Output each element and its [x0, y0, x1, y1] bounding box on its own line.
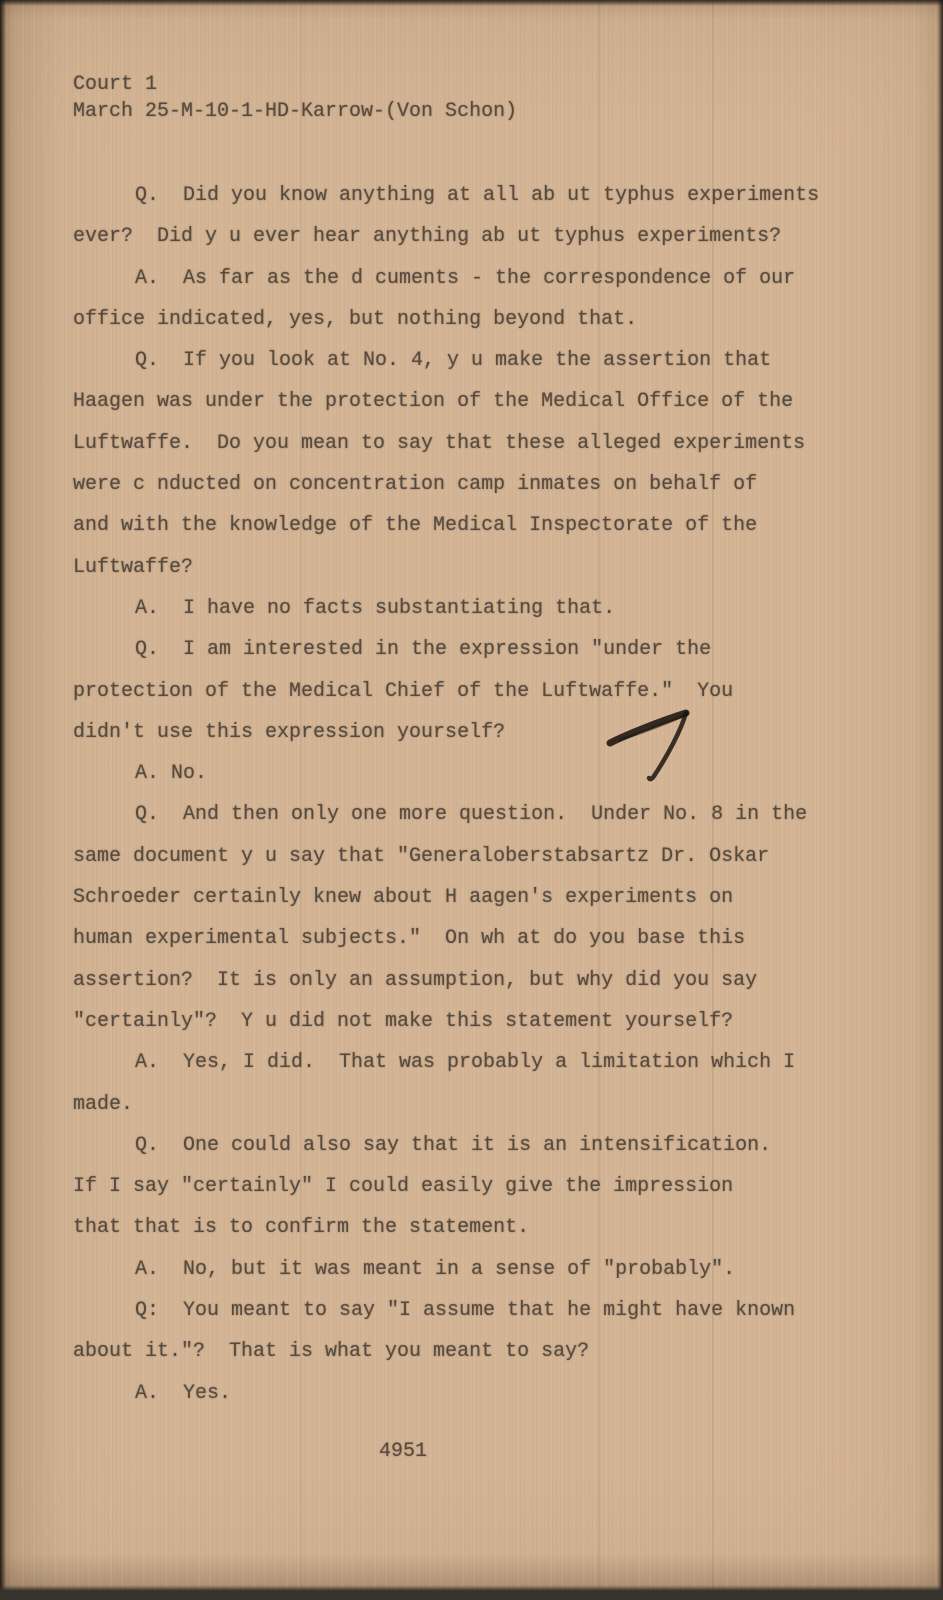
handwritten-annotation-7-icon [596, 697, 706, 787]
transcript-line: protection of the Medical Chief of the Luftwaffe." You [73, 679, 734, 703]
transcript-line: were c nducted on concentration camp inmates on behalf of [73, 473, 758, 497]
transcript-line: ever? Did y u ever hear anything ab ut typhus experiments? [73, 225, 782, 249]
transcript-line: Q. If you look at No. 4, y u make the assertion that [135, 349, 772, 373]
transcript-line: made. [73, 1092, 134, 1116]
transcript-line: about it."? That is what you meant to say? [73, 1340, 590, 1364]
transcript-line: Q: You meant to say "I assume that he might have known [135, 1299, 796, 1323]
transcript-line: A. Yes, I did. That was probably a limitation which I [135, 1051, 796, 1075]
transcript-line: A. Yes. [135, 1381, 232, 1405]
scan-edge-bottom [0, 1585, 943, 1600]
transcript-line: assertion? It is only an assumption, but why did you say [73, 968, 758, 992]
header-court-line: Court 1 [73, 73, 158, 96]
page-header [73, 71, 517, 125]
page-number: 4951 [379, 1440, 428, 1463]
transcript-line: A. No. [135, 762, 208, 786]
transcript-line: Q. One could also say that it is an intensification. [135, 1133, 772, 1157]
transcript-line: A. No, but it was meant in a sense of "probably". [135, 1257, 736, 1281]
scan-edge-right [937, 0, 943, 1600]
scan-edge-top [0, 0, 943, 6]
transcript-line: office indicated, yes, but nothing beyond that. [73, 307, 638, 331]
transcript-body [73, 175, 893, 1414]
transcript-line: "certainly"? Y u did not make this statement yourself? [73, 1009, 734, 1033]
transcript-line: Luftwaffe? [73, 555, 194, 579]
header-session-line: March 25-M-10-1-HD-Karrow-(Von Schon) [73, 100, 518, 123]
transcript-line: Luftwaffe. Do you mean to say that these alleged experiments [73, 431, 806, 455]
transcript-line: Haagen was under the protection of the Medical Office of the [73, 390, 794, 414]
transcript-line: that that is to confirm the statement. [73, 1216, 530, 1240]
transcript-line: human experimental subjects." On wh at do you base this [73, 927, 746, 951]
transcript-line: and with the knowledge of the Medical Inspectorate of the [73, 514, 758, 538]
transcript-line: same document y u say that "Generaloberstabsartz Dr. Oskar [73, 844, 770, 868]
transcript-line: didn't use this expression yourself? [73, 720, 506, 744]
scan-edge-left [0, 0, 6, 1600]
transcript-line: Q. And then only one more question. Under No. 8 in the [135, 803, 808, 827]
transcript-line: Q. Did you know anything at all ab ut typhus experiments [135, 184, 820, 207]
transcript-line: A. As far as the d cuments - the correspondence of our [135, 266, 796, 290]
transcript-line: Schroeder certainly knew about H aagen's experiments on [73, 886, 734, 910]
transcript-line: If I say "certainly" I could easily give the impression [73, 1175, 734, 1199]
transcript-line: A. I have no facts substantiating that. [135, 596, 616, 620]
transcript-line: Q. I am interested in the expression "under the [135, 638, 712, 662]
